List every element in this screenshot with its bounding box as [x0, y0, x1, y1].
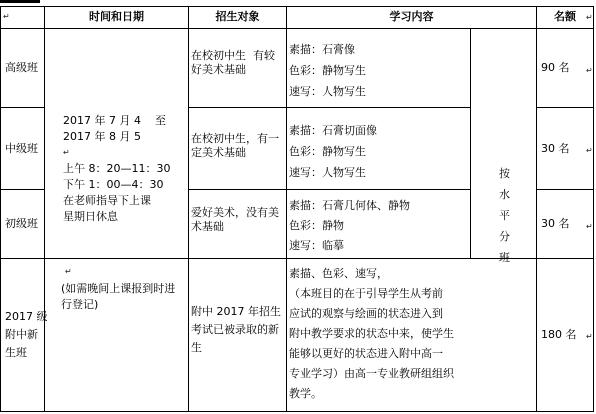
class-name-junior: 初级班	[5, 217, 38, 230]
level-split-note: 按 水 平 分 班	[499, 167, 510, 264]
row-end-mark-junior: ↵	[586, 222, 593, 231]
content-senior-quick: 速写：人物写生	[289, 85, 366, 98]
header-cell-time-date	[44, 6, 189, 29]
top-rule	[0, 0, 40, 3]
row-end-mark-2017: ↵	[586, 332, 593, 341]
schedule-morning: 上午 8：20—11：30	[63, 162, 171, 175]
schedule-afternoon: 下午 1：00—4：30	[63, 178, 164, 191]
content-senior-color: 色彩：静物写生	[289, 64, 366, 77]
schedule-date-end: 2017 年 8 月 5	[63, 130, 141, 143]
schedule-cell	[44, 28, 189, 259]
header-cell-target	[188, 6, 287, 29]
class-name-2017: 2017 级 附中新 生班	[5, 310, 48, 359]
schedule-saturday: 星期日休息	[63, 210, 118, 223]
schedule-guidance: 在老师指导下上课	[63, 194, 151, 207]
header-target: 招生对象	[215, 10, 260, 23]
header-content: 学习内容	[389, 10, 434, 23]
target-junior-cell	[188, 189, 287, 259]
row-end-mark-middle: ↵	[586, 146, 593, 155]
schedule-evening-note: (如需晚间上课报到时进 行登记)	[61, 282, 176, 311]
content-2017-cell	[286, 258, 537, 412]
row-end-mark-senior: ↵	[586, 66, 593, 75]
class-name-middle-cell	[0, 107, 45, 190]
quota-senior: 90 名	[541, 61, 570, 74]
class-name-senior: 高级班	[5, 61, 38, 74]
header-time-date: 时间和日期	[89, 10, 144, 23]
quota-middle: 30 名	[541, 141, 570, 155]
target-middle: 在校初中生，有一 定美术基础	[191, 132, 279, 159]
class-name-senior-cell	[0, 28, 45, 108]
row-end-mark-header: ↵	[586, 13, 593, 22]
quota-junior: 30 名	[541, 217, 570, 230]
content-2017: 素描、色彩、速写， （本班目的在于引导学生从考前 应试的观察与绘画的状态进入到 附中教学要求的状态中来，使学生 能够以更好的状态进入附中高一 专业学习）由高一专业教研组组织 教学。	[289, 267, 454, 400]
content-middle-cell	[286, 107, 471, 190]
header-cell-content	[286, 6, 537, 29]
schedule-return-mark: ↵	[63, 148, 70, 157]
content-senior-sketch: 素描：石膏像	[289, 43, 355, 56]
target-2017: 附中 2017 年招生 考试已被录取的新 生	[191, 305, 281, 354]
content-middle-quick: 速写：人物写生	[289, 166, 366, 179]
class-name-2017-cell	[0, 258, 48, 412]
return-mark: ↵	[3, 12, 10, 21]
quota-2017: 180 名	[541, 328, 577, 341]
header-cell-corner	[0, 6, 45, 29]
content-junior-quick: 速写：临摹	[289, 239, 344, 252]
target-middle-cell	[188, 107, 287, 190]
target-senior-cell	[188, 28, 287, 108]
content-junior-cell	[286, 189, 471, 259]
note-return-mark: ↵	[65, 267, 72, 276]
class-name-middle: 中级班	[5, 141, 38, 155]
level-split-cell	[470, 28, 537, 264]
schedule-date-start: 2017 年 7 月 4 至	[63, 114, 166, 127]
content-junior-sketch: 素描：石膏几何体、静物	[289, 199, 410, 212]
target-senior: 在校初中生 有较 好美术基础	[191, 49, 275, 76]
content-middle-sketch: 素描：石膏切面像	[289, 124, 377, 137]
header-quota: 名额	[554, 10, 576, 23]
content-senior-cell	[286, 28, 471, 108]
class-name-junior-cell	[0, 189, 45, 259]
target-junior: 爱好美术，没有美 术基础	[191, 206, 279, 233]
target-2017-cell	[188, 258, 287, 412]
schedule-note-cell	[44, 258, 189, 412]
content-junior-color: 色彩：静物	[289, 219, 344, 232]
content-middle-color: 色彩：静物写生	[289, 145, 366, 158]
